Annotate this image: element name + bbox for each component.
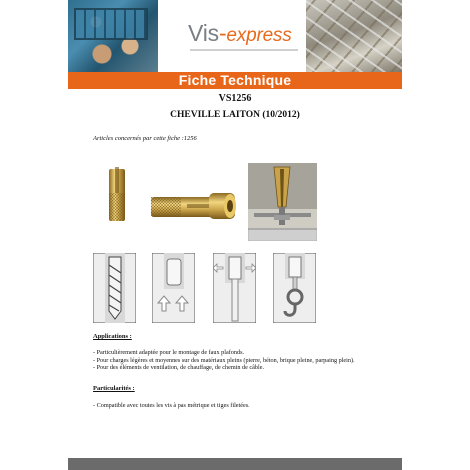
applications-line: - Pour charges légères et moyennes sur des matériaux pleins (pierre, béton, brique pleine, parpaing plein). [93, 357, 355, 364]
vis-express-logo: Vis-express [188, 20, 292, 46]
screws-photo [306, 0, 402, 72]
brass-plug-image [105, 163, 240, 241]
header-banner [68, 0, 402, 72]
fiche-technique-banner: Fiche Technique [68, 72, 402, 89]
applications-title: Applications : [93, 333, 132, 340]
ceiling-install-image [248, 163, 317, 241]
footer-bar [68, 458, 402, 470]
articles-note: Articles concernés par cette fiche :1256 [93, 135, 197, 142]
workbench-photo [68, 0, 158, 72]
product-reference: VS1256 [218, 93, 252, 104]
product-title: CHEVILLE LAITON (10/2012) [170, 110, 300, 120]
expand-step-icon [213, 253, 256, 323]
drill-step-icon [93, 253, 136, 323]
hook-step-icon [273, 253, 316, 323]
applications-line: - Particulièrement adaptée pour le montage de faux plafonds. [93, 349, 245, 356]
applications-line: - Pour des éléments de ventilation, de chauffage, de chemin de câble. [93, 364, 265, 371]
insert-plug-step-icon [152, 253, 195, 323]
particularites-title: Particularités : [93, 385, 135, 392]
particularites-line: - Compatible avec toutes les vis à pas métrique et tiges filetées. [93, 402, 250, 409]
logo-underline [190, 49, 298, 51]
